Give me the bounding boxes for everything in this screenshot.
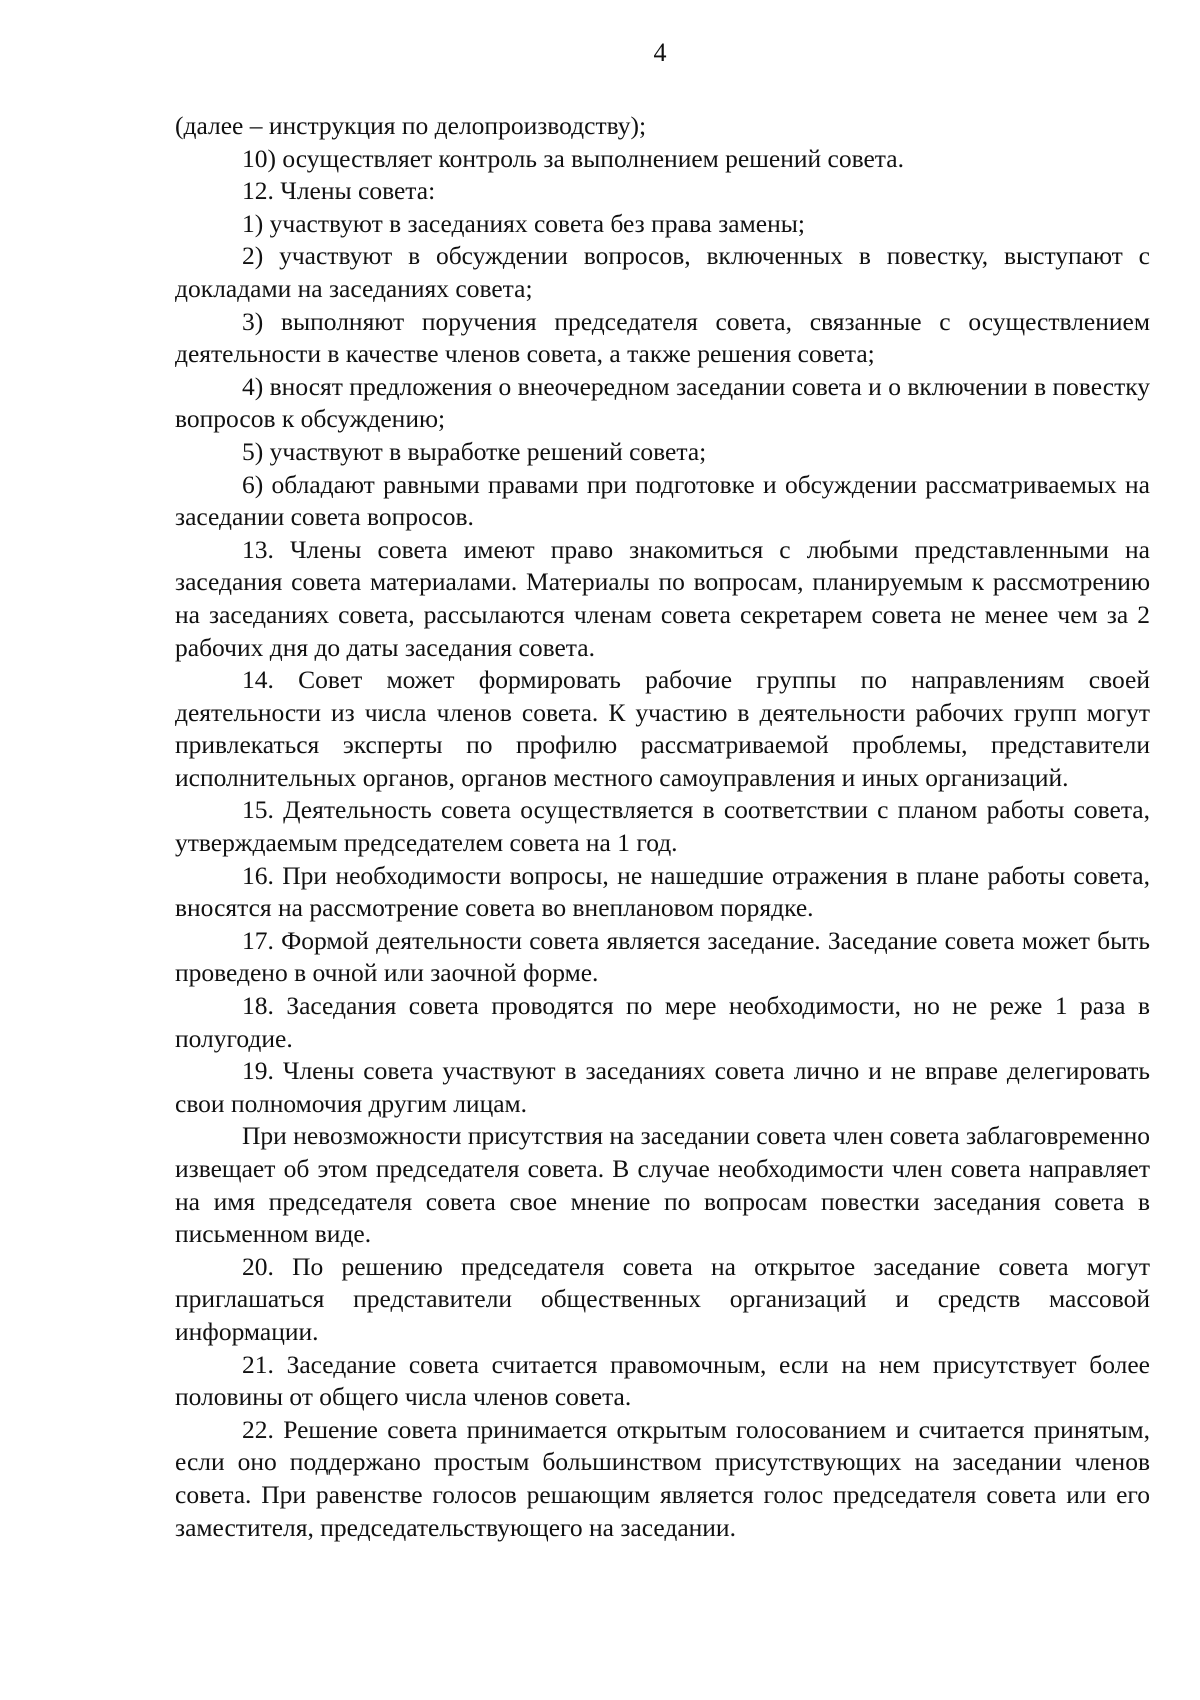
paragraph-continuation: (далее – инструкция по делопроизводству); (175, 111, 647, 140)
paragraph-item-12-4: 4) вносят предложения о внеочередном заседании совета и о включении в повестку вопросов к обсуждению; (175, 371, 1150, 434)
paragraph-section-15: 15. Деятельность совета осуществляется в соответствии с планом работы совета, утверждаемым председателем совета на 1 год. (175, 795, 1150, 858)
paragraph-section-19-continued: При невозможности присутствия на заседании совета член совета заблаговременно извещает об этом председателя совета. В случае необходимости член совета направляет на имя председателя совета свое мнение по вопросам повестки заседания совета в письменном виде. (175, 1121, 1150, 1249)
paragraph-item-12-5: 5) участвуют в выработке решений совета; (242, 436, 707, 466)
page-number: 4 (653, 38, 667, 67)
paragraph-section-16: 16. При необходимости вопросы, не нашедшие отражения в плане работы совета, вносятся на рассмотрение совета во внеплановом порядке. (175, 860, 1150, 923)
paragraph-item-12-3: 3) выполняют поручения председателя совета, связанные с осуществлением деятельности в качестве членов совета, а также решения совета; (175, 306, 1150, 369)
paragraph-section-14: 14. Совет может формировать рабочие группы по направлениям своей деятельности из числа членов совета. К участию в деятельности рабочих групп могут привлекаться эксперты по профилю рассматриваемой проблемы, представители исполнительных органов, органов местного самоуправления и иных организаций. (175, 665, 1150, 792)
document-body (175, 110, 1150, 1544)
paragraph-item-10: 10) осуществляет контроль за выполнением решений совета. (242, 143, 904, 173)
paragraph-section-20: 20. По решению председателя совета на открытое заседание совета могут приглашаться представители общественных организаций и средств массовой информации. (175, 1251, 1150, 1346)
paragraph-section-18: 18. Заседания совета проводятся по мере необходимости, но не реже 1 раза в полугодие. (175, 991, 1150, 1053)
paragraph-item-12-6: 6) обладают равными правами при подготовке и обсуждении рассматриваемых на заседании совета вопросов. (175, 469, 1150, 532)
paragraph-item-12-2: 2) участвуют в обсуждении вопросов, включенных в повестку, выступают с докладами на заседаниях совета; (175, 241, 1150, 303)
paragraph-section-12: 12. Члены совета: (242, 176, 436, 206)
paragraph-section-13: 13. Члены совета имеют право знакомиться с любыми представленными на заседания совета материалами. Материалы по вопросам, планируемым к рассмотрению на заседаниях совета, рассылаются членам совета секретарем совета не менее чем за 2 рабочих дня до даты заседания совета. (175, 534, 1150, 662)
paragraph-item-12-1: 1) участвуют в заседаниях совета без права замены; (242, 208, 805, 238)
paragraph-section-19: 19. Члены совета участвуют в заседаниях совета лично и не вправе делегировать свои полномочия другим лицам. (175, 1056, 1150, 1118)
paragraph-section-22: 22. Решение совета принимается открытым голосованием и считается принятым, если оно поддержано простым большинством присутствующих на заседании членов совета. При равенстве голосов решающим является голос председателя совета или его заместителя, председательствующего на заседании. (175, 1414, 1150, 1542)
paragraph-section-17: 17. Формой деятельности совета является заседание. Заседание совета может быть проведено в очной или заочной форме. (175, 925, 1150, 988)
paragraph-section-21: 21. Заседание совета считается правомочным, если на нем присутствует более половины от общего числа членов совета. (175, 1349, 1150, 1412)
